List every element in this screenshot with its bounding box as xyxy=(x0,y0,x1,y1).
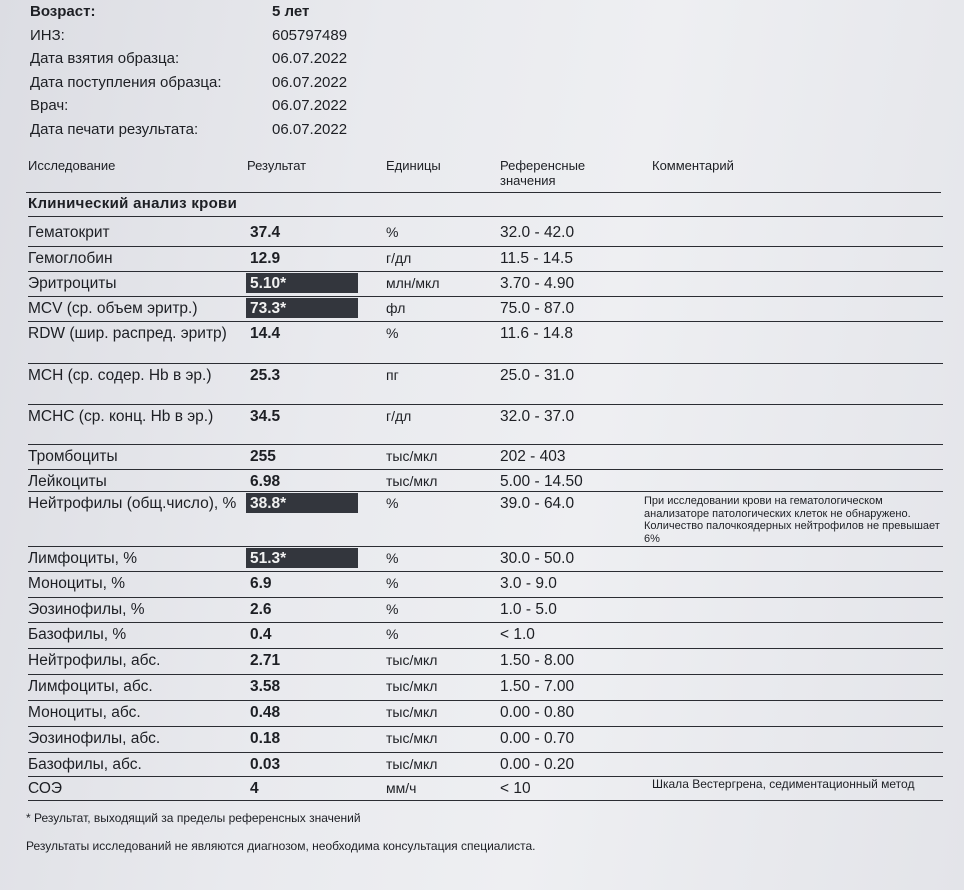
result-value: 0.48 xyxy=(250,704,281,721)
row-separator xyxy=(28,404,943,405)
comment-text: При исследовании крови на гематологическом анализаторе патологических клеток не обнаружено. Количество палочкоядерных нейтрофилов не превышает 6% xyxy=(644,495,940,545)
test-name: Лимфоциты, абс. xyxy=(28,678,153,695)
test-name: Эозинофилы, абс. xyxy=(28,730,161,747)
reference-range: 32.0 - 37.0 xyxy=(500,408,575,425)
result-value: 0.18 xyxy=(250,730,281,747)
age-row xyxy=(30,0,630,24)
units-value: тыс/мкл xyxy=(386,473,438,489)
reference-range: 3.70 - 4.90 xyxy=(500,275,575,292)
result-value: 25.3 xyxy=(250,367,281,384)
row-separator xyxy=(28,546,943,547)
inz-label: ИНЗ: xyxy=(30,26,65,44)
test-name: RDW (шир. распред. эритр) xyxy=(28,325,227,342)
units-value: % xyxy=(386,601,399,617)
sample-date-row xyxy=(30,47,630,71)
print-date-label: Дата печати результата: xyxy=(30,120,199,138)
units-value: млн/мкл xyxy=(386,275,440,291)
row-separator xyxy=(28,752,943,753)
row-separator xyxy=(28,321,943,322)
result-value: 6.9 xyxy=(250,575,272,592)
row-separator xyxy=(28,296,943,297)
reference-range: 32.0 - 42.0 xyxy=(500,224,575,241)
reference-range: 0.00 - 0.70 xyxy=(500,730,575,747)
units-value: % xyxy=(386,575,399,591)
reference-range: 30.0 - 50.0 xyxy=(500,550,575,567)
result-value: 0.4 xyxy=(250,626,272,643)
test-name: СОЭ xyxy=(28,780,63,797)
test-name: MCHC (ср. конц. Hb в эр.) xyxy=(28,408,214,425)
row-separator xyxy=(28,469,943,470)
row-separator xyxy=(28,726,943,727)
test-name: Гемоглобин xyxy=(28,250,113,267)
reference-range: 25.0 - 31.0 xyxy=(500,367,575,384)
units-value: тыс/мкл xyxy=(386,652,438,668)
result-value: 255 xyxy=(250,448,276,465)
asterisk-footnote: * Результат, выходящий за пределы референсных значений xyxy=(26,811,361,825)
result-value: 12.9 xyxy=(250,250,281,267)
test-name: Эозинофилы, % xyxy=(28,601,145,618)
test-name: Моноциты, % xyxy=(28,575,126,592)
patient-info xyxy=(30,0,630,141)
row-separator xyxy=(28,246,943,247)
test-name: Нейтрофилы (общ.число), % xyxy=(28,495,237,512)
row-separator xyxy=(28,674,943,675)
test-name: Эритроциты xyxy=(28,275,117,292)
table-header xyxy=(28,158,948,194)
row-separator xyxy=(28,597,943,598)
section-rule xyxy=(28,216,943,217)
result-value: 14.4 xyxy=(250,325,281,342)
doctor-value: 06.07.2022 xyxy=(272,97,348,114)
units-value: пг xyxy=(386,367,399,383)
receipt-date-value: 06.07.2022 xyxy=(272,73,348,91)
reference-range: < 1.0 xyxy=(500,626,535,643)
row-separator xyxy=(28,800,943,801)
doctor-row xyxy=(30,94,630,118)
reference-range: 5.00 - 14.50 xyxy=(500,473,583,490)
row-separator xyxy=(28,444,943,445)
inz-value: 605797489 xyxy=(272,26,348,44)
test-name: Лейкоциты xyxy=(28,473,107,490)
result-value: 6.98 xyxy=(250,473,281,490)
reference-range: 0.00 - 0.20 xyxy=(500,756,575,773)
print-date-value: 06.07.2022 xyxy=(272,120,348,138)
row-separator xyxy=(28,271,943,272)
comment-text: Шкала Вестергрена, седиментационный метод xyxy=(652,777,915,791)
reference-range: 11.5 - 14.5 xyxy=(500,250,573,267)
reference-range: 1.50 - 7.00 xyxy=(500,678,575,695)
result-value: 34.5 xyxy=(250,408,281,425)
reference-range: 75.0 - 87.0 xyxy=(500,300,575,317)
test-name: Лимфоциты, % xyxy=(28,550,138,567)
test-name: Тромбоциты xyxy=(28,448,118,465)
units-value: % xyxy=(386,626,399,642)
result-value: 2.6 xyxy=(250,601,272,618)
reference-range: 1.0 - 5.0 xyxy=(500,601,557,618)
units-value: % xyxy=(386,550,399,566)
test-name: MCV (ср. объем эритр.) xyxy=(28,300,198,317)
result-value: 4 xyxy=(250,780,259,797)
row-separator xyxy=(28,491,943,492)
sample-date-value: 06.07.2022 xyxy=(272,50,348,67)
units-value: фл xyxy=(386,300,406,316)
result-value: 0.03 xyxy=(250,756,281,773)
flagged-result: 51.3* xyxy=(246,548,358,568)
test-name: Гематокрит xyxy=(28,224,110,241)
test-name: Нейтрофилы, абс. xyxy=(28,652,161,669)
units-value: г/дл xyxy=(386,250,412,266)
disclaimer-footnote: Результаты исследований не являются диагнозом, необходима консультация специалиста. xyxy=(26,839,536,853)
age-label: Возраст: xyxy=(30,3,96,20)
units-value: тыс/мкл xyxy=(386,730,438,746)
reference-range: 0.00 - 0.80 xyxy=(500,704,575,721)
units-value: тыс/мкл xyxy=(386,448,438,464)
units-value: г/дл xyxy=(386,408,412,424)
header-units: Единицы xyxy=(386,158,441,173)
reference-range: 3.0 - 9.0 xyxy=(500,575,557,592)
units-value: тыс/мкл xyxy=(386,756,438,772)
result-value: 37.4 xyxy=(250,224,281,241)
receipt-date-row xyxy=(30,71,630,95)
row-separator xyxy=(28,622,943,623)
units-value: тыс/мкл xyxy=(386,704,438,720)
units-value: % xyxy=(386,495,399,511)
reference-range: 1.50 - 8.00 xyxy=(500,652,575,669)
test-name: Базофилы, абс. xyxy=(28,756,142,773)
section-title: Клинический анализ крови xyxy=(28,195,238,212)
test-name: Моноциты, абс. xyxy=(28,704,141,721)
sample-date-label: Дата взятия образца: xyxy=(30,50,180,67)
test-name: Базофилы, % xyxy=(28,626,127,643)
doctor-label: Врач: xyxy=(30,97,69,114)
result-value: 2.71 xyxy=(250,652,281,669)
flagged-result: 38.8* xyxy=(246,493,358,513)
row-separator xyxy=(28,700,943,701)
print-date-row xyxy=(30,118,630,142)
reference-range: 202 - 403 xyxy=(500,448,566,465)
flagged-result: 5.10* xyxy=(246,273,358,293)
header-test: Исследование xyxy=(28,158,116,173)
inz-row xyxy=(30,24,630,48)
units-value: тыс/мкл xyxy=(386,678,438,694)
units-value: % xyxy=(386,224,399,240)
units-value: % xyxy=(386,325,399,341)
row-separator xyxy=(28,648,943,649)
row-separator xyxy=(28,363,943,364)
header-reference: Референсные значения xyxy=(500,158,586,188)
units-value: мм/ч xyxy=(386,780,417,796)
test-name: MCH (ср. содер. Hb в эр.) xyxy=(28,367,212,384)
row-separator xyxy=(28,571,943,572)
header-result: Результат xyxy=(247,158,307,173)
reference-range: 11.6 - 14.8 xyxy=(500,325,573,342)
reference-range: < 10 xyxy=(500,780,531,797)
flagged-result: 73.3* xyxy=(246,298,358,318)
header-rule xyxy=(26,192,941,193)
age-value: 5 лет xyxy=(272,3,310,20)
reference-range: 39.0 - 64.0 xyxy=(500,495,575,512)
header-comment: Комментарий xyxy=(652,158,734,173)
result-value: 3.58 xyxy=(250,678,281,695)
receipt-date-label: Дата поступления образца: xyxy=(30,73,222,91)
